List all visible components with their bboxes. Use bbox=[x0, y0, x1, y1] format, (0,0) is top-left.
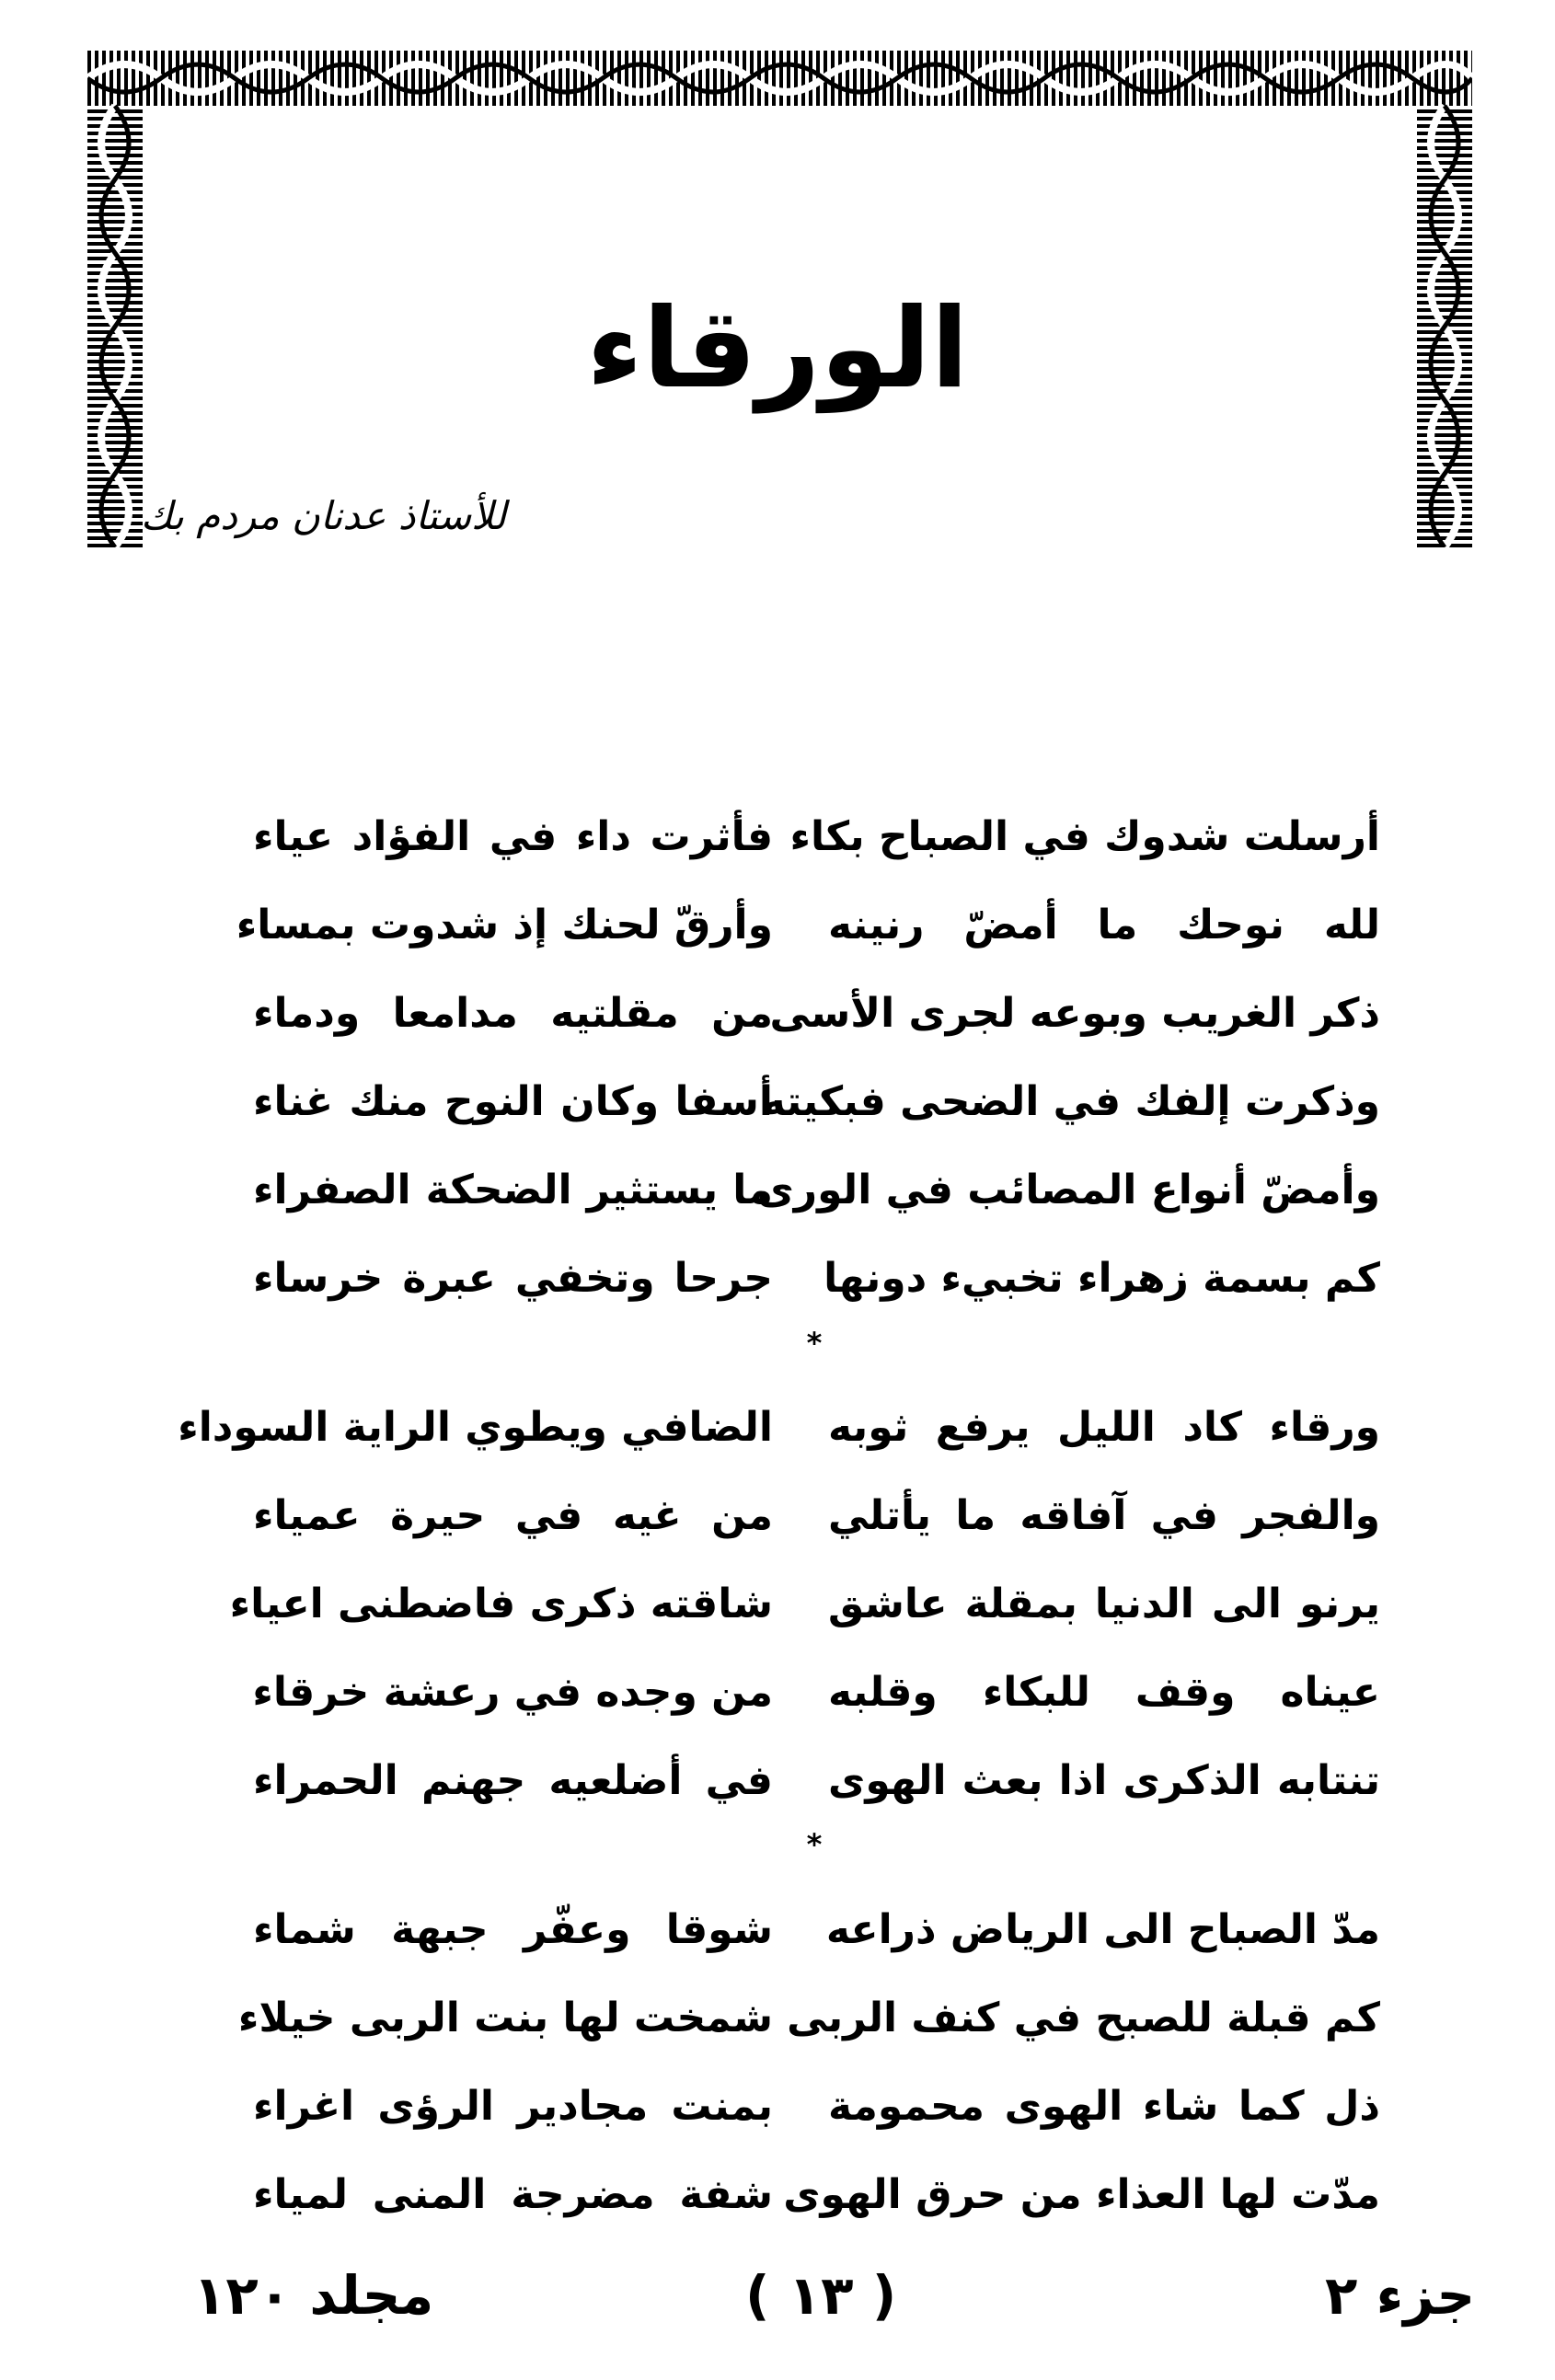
verse-first-hemistich: وذكرت إلفك في الضحى فبكيته bbox=[761, 1078, 1380, 1125]
issue-number: جزء ٢ bbox=[1325, 2264, 1476, 2327]
verse-second-hemistich: جرحا وتخفي عبرة خرساء bbox=[253, 1255, 773, 1302]
verse-second-hemistich: من وجده في رعشة خرقاء bbox=[252, 1669, 773, 1716]
verse-second-hemistich: شاقته ذكرى فاضطنى اعياء bbox=[229, 1581, 773, 1627]
verse-line bbox=[253, 800, 1380, 874]
verse-line bbox=[236, 889, 1380, 962]
poem-title: الورقاء bbox=[586, 285, 969, 413]
verse-second-hemistich: أسفا وكان النوح منك غناء bbox=[253, 1078, 773, 1125]
verse-second-hemistich: وأرقّ لحنك إذ شدوت بمساء bbox=[236, 902, 773, 949]
verse-line bbox=[253, 1656, 1380, 1730]
verse-second-hemistich: ما يستثير الضحكة الصفراء bbox=[253, 1167, 773, 1213]
verse-second-hemistich: بمنت مجادير الرؤى اغراء bbox=[253, 2083, 773, 2130]
verse-first-hemistich: يرنو الى الدنيا بمقلة عاشق bbox=[828, 1581, 1380, 1627]
verse-line bbox=[253, 1065, 1380, 1139]
verse-line bbox=[253, 1154, 1380, 1227]
verse-first-hemistich: ورقاء كاد الليل يرفع ثوبه bbox=[828, 1404, 1380, 1451]
verse-second-hemistich: شفة مضرجة المنى لمياء bbox=[253, 2171, 773, 2218]
verse-second-hemistich: شمخت لها بنت الربى خيلاء bbox=[237, 1995, 773, 2041]
verse-second-hemistich: من مقلتيه مدامعا ودماء bbox=[253, 990, 773, 1037]
verse-line bbox=[253, 1893, 1380, 1967]
verse-line bbox=[253, 1744, 1380, 1818]
verse-first-hemistich: تنتابه الذكرى اذا بعث الهوى bbox=[828, 1757, 1380, 1804]
verse-first-hemistich: والفجر في آفاقه ما يأتلي bbox=[828, 1492, 1380, 1539]
stanza-separator: * bbox=[806, 1326, 823, 1361]
verse-first-hemistich: مدّ الصباح الى الرياض ذراعه bbox=[825, 1906, 1380, 1953]
verse-line bbox=[253, 1242, 1380, 1316]
verse-second-hemistich: من غيه في حيرة عمياء bbox=[253, 1492, 773, 1539]
verse-second-hemistich: فأثرت داء في الفؤاد عياء bbox=[253, 813, 773, 860]
verse-line bbox=[229, 1568, 1380, 1641]
verse-first-hemistich: كم قبلة للصبح في كنف الربى bbox=[787, 1995, 1380, 2041]
page-number: ( ١٣ ) bbox=[745, 2264, 897, 2327]
verse-first-hemistich: ذل كما شاء الهوى محمومة bbox=[828, 2083, 1380, 2130]
volume-number: مجلد ١٢٠ bbox=[193, 2264, 434, 2327]
verse-first-hemistich: لله نوحك ما أمضّ رنينه bbox=[828, 902, 1380, 949]
verse-second-hemistich: الضافي ويطوي الراية السوداء bbox=[178, 1404, 773, 1451]
verse-line bbox=[253, 2070, 1380, 2144]
verse-second-hemistich: في أضلعيه جهنم الحمراء bbox=[253, 1757, 773, 1804]
verse-line bbox=[178, 1391, 1380, 1465]
author-line: للأستاذ عدنان مردم بك bbox=[140, 493, 506, 538]
verse-line bbox=[253, 2158, 1380, 2232]
verse-second-hemistich: شوقا وعفّر جبهة شماء bbox=[253, 1906, 773, 1953]
verse-first-hemistich: أرسلت شدوك في الصباح بكاء bbox=[789, 813, 1380, 860]
verse-line bbox=[253, 977, 1380, 1051]
verse-first-hemistich: ذكر الغريب وبوعه لجرى الأسى bbox=[769, 990, 1380, 1037]
stanza-separator: * bbox=[806, 1827, 823, 1862]
verse-first-hemistich: عيناه وقف للبكاء وقلبه bbox=[828, 1669, 1380, 1716]
verse-first-hemistich: مدّت لها العذاء من حرق الهوى bbox=[783, 2171, 1380, 2218]
verse-first-hemistich: وأمضّ أنواع المصائب في الورى bbox=[756, 1167, 1380, 1213]
verse-first-hemistich: كم بسمة زهراء تخبيء دونها bbox=[824, 1255, 1380, 1302]
verse-line bbox=[253, 1479, 1380, 1553]
verse-line bbox=[237, 1982, 1380, 2055]
